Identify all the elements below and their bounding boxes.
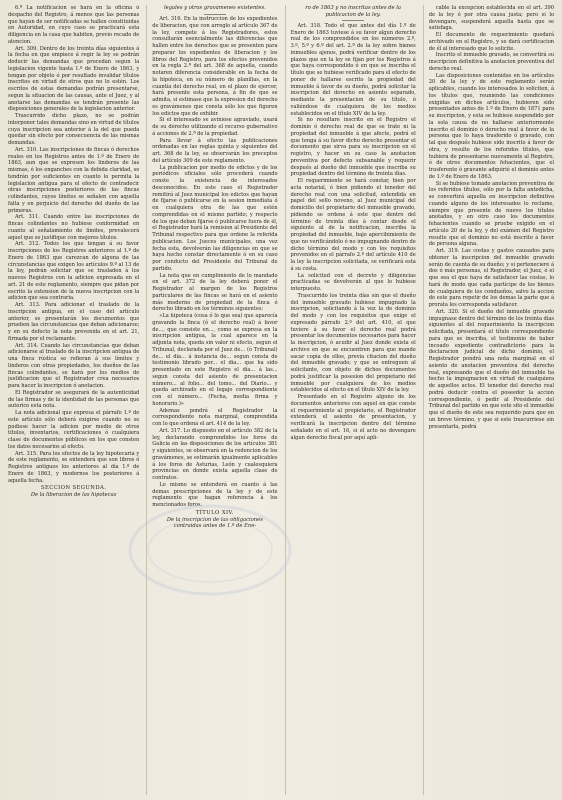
article-paragraph: La nota que en cumplimiento de lo mandado en el art. 372 de la ley deberá poner el Registrador al margen de los Registros particulares de las fincas se hará en el asiento más moderno de propiedad de la finca ó derecho librado en los términos siguientes: <box>152 272 278 313</box>
article-paragraph: Art. 315. Para los efectos de la ley hipotecaria y de este reglamento, se entenderá que son libros ó Registros antiguos los anteriores al día 1.º de Enero de 1863, y modernos los posteriores á aquella fecha. <box>8 450 140 484</box>
article-paragraph: Si el interesado se aviniese agraviado, usará de su derecho utilizando el recurso gubernativo á acciones de 2.ª de la propiedad. <box>152 117 278 137</box>
section-heading: TÍTULO XIV. <box>195 509 234 516</box>
article-paragraph: La publicacion por medio de edictos y de los periódicos oficiales sólo procederá cuando conste la existencia de interesados desconocidos. En este caso el Registrador remitirá al Juez municipal los edictos que hayan de fijarse ó publicarse en la sesion inmediata ó en cualquiera otra de las que estén comprendidas en el mismo partido; y respecto de los que deban fijarse ó publicarse fuera de él, el Registrador hará la remision al Presidente del Tribunal respectivo para que ordene la referida publicacion. Los Jueces municipales, una vez fecha esta, devolverán las diligencias en que se haya hecho constar directamente ó en su caso por conducto del Presidente del Tribunal de partido. <box>152 164 278 272</box>
article-paragraph: Presentado en el Registro alguno de los documentos anteriores con aquel en que conste el requerimiento al propietario, el Registrador extenderá el asiento de presentacion, y verificará la inscripcion dentro del término señalado en el art. 16, si el acto no devengare algun derecho fiscal por aquí apli- <box>290 394 416 441</box>
article-paragraph: cable la excepcion establecida en el art. 390 de la ley ó por otra causa justa; pero si lo devengare, suspenderá aquella hasta que se satisfaga. <box>428 5 554 32</box>
article-paragraph: El Registrador se asegurará de la autenticidad de las firmas y de la identidad de las personas que autorice esta nota. <box>8 389 140 410</box>
article-paragraph: Trascurrido dicho plazo, no se podrán interponer tales demandas sino en virtud de títulos cuya inscripcion sea anterior á la del que pueda quedar sin efecto por consecuencia de las mismas demandas. <box>8 113 140 146</box>
column-1 <box>8 5 139 795</box>
article-paragraph: Art. 317. Lo dispuesto en el artículo 382 de la ley, declarando comprendidos los foros de Galicia en las disposiciones de los artículos 381 y siguientes, se observará en la redencion de los gravámenes, se estimarán igualmente aplicables á los foros de Asturias, León y cualesquiera provincias en donde exista aquella clase de contratos. <box>152 427 278 482</box>
section-subheading: ro de 1863 y no inscritas antes de la publicacion de la ley. <box>305 5 401 18</box>
section-subheading: legales y otros gravámenes existentes. <box>163 5 266 11</box>
article-paragraph: Art. 311. Cuando entre las inscripciones de fincas colindantes no hubiese conformidad en cuanto al señalamiento de límites, prevalecerá aquel que se justifique con mejores títulos. <box>8 214 140 241</box>
column-3 <box>285 5 416 795</box>
article-paragraph: Art. 314. Cuando las circunstancias que deban adicionarse al traslado de la inscripcion antigua de una finca rústica se refieran á sus límites y linderos con otras propiedades, los dueños de las fincas colindantes, se hará por los medios de justificacion que el Registrador crea necesarios para hacer la inscripcion ó anotacion. <box>8 342 140 389</box>
article-paragraph: La solicitud con el decreto y diligencias practicadas se devolverán al que lo hubiese interpuesto. <box>290 272 416 293</box>
article-paragraph: Art. 320. Si el dueño del inmueble gravado impugnase dentro del término de los treinta días siguientes al del requerimiento la inscripcion solicitada, presentará el título correspondiente para que se inscriba, el testimonio de haber incoado expediente contradictorio para la declaracion judicial de dicho dominio, el Registrador pondrá una nota marginal en el asiento de anotacion preventiva del derecho real, expresando que el dueño del inmueble ha hecho la impugnacion en virtud de cualquiera de aquellos actos. El tenedor del derecho real podrá deducir contra el poseedor la accion correspondiente, ó pedir al Presidente del Tribunal del partido en que este sito el inmueble que el dueño de este sea requerido para que en un breve término, y que si este trascurriese sin presentarla, podrá <box>428 308 554 430</box>
article-paragraph: Inscrito el inmueble gravado, se convertirá su inscripcion definitiva la anotacion preventiva del derecho real. <box>428 52 554 72</box>
article-paragraph: Para llevar á efecto las publicaciones ordenadas en las reglas quinta y siguientes del art. 368 de la ley, se observarán los preceptos del artículo 309 de este reglamento. <box>152 137 278 164</box>
article-paragraph: Las disposiciones contenidas en los artículos 20 de la ley y de este reglamento serán aplicables, cuando los interesados lo soliciten, á los títulos que, reuniendo las condiciones exigidas en dichos artículos, hubieren sido presentados antes de 1.º de Enero de 1871 para su inscripcion, y esta se hubiese suspendido por la sola causa de no hallarse anteriormente inscrito el dominio ó derecho real á favor de la persona que lo haya trasferido ó gravado, con tal que después hubiese sido inscrito á favor de otra, y resulte de los referidos títulos, que hubiera de presentarse nuevamente al Registro, ó de otros documentos fehacientes, que el trasferente ó gravante adquirió el dominio antes de 1.º de Enero de 1863. <box>428 72 554 180</box>
text-columns <box>8 5 554 795</box>
article-paragraph: Art. 318. Todo el que antes del día 1.º de Enero de 1863 tuviese á su favor algun derecho real de los comprendidos en los números 2.º, 3.º, 5.º y 6.º del art. 2.º de la ley sobre bienes inmuebles ajenos, podrá verificar dentro de los plazos que en la ley se fijan por los Registros á que haya correspondido ó en que se inscriba el título que se hubiese verificado para el efecto de poner de hallarse escrito la propiedad del inmueble á favor de su dueño, podrá solicitar la inscripcion del derecho en asiento separado, mediante la presentacion de su título, ó valiéndose de cualquiera de los medios establecidos en el título XIV de la ley. <box>290 22 416 117</box>
column-4 <box>423 5 554 795</box>
article-paragraph: El requerimiento se hará constar, bien por acta notarial, ó bien pidiendo el tenedor del derecho real con una solicitud, extendida en papel del sello noveno, al Juez municipal del domicilio del propietario del inmueble gravado, pidiendo se ordene á este que dentro del término de treinta días á contar desde el siguiente al de la notificacion, inscriba la propiedad del inmueble, bajo apercibimiento de que no verificándolo ó no impugnando dentro de dicho término del modo y con los requisitos prevenidos en el párrafo 2.º del artículo 410 de la ley la inscripcion solicitada, se verificará esta á su costa. <box>290 178 416 272</box>
section-subheading: De la inscripcion de las obligaciones contraidas antes de 1.º de Ene- <box>166 516 263 530</box>
article-paragraph: Ademas pondrá el Registrador la correspondiente nota marginal, comprendida con lo que ordena el art. 414 de la ley. <box>152 407 278 428</box>
article-paragraph: Art. 310. Las inscripciones de fincas ó derechos reales en los Registros antes de 1.º de Enero de 1863, aun que se expresen los linderos de las mismas, ó los enganches con la debida claridad, se tendrán por suficientes en cuanto lo permita la legislacion antigua para el efecto de contradecir otras inscripciones posteriores de las fincas colindantes, cuyos límites se señalen con aquella falta y en perjuicio del derecho del dueño de las primeras. <box>8 146 140 214</box>
article-paragraph: 6.ª La notificacion se hará en la oficina ó despacho del Registro, á menos que las personas que hayan de ser notificadas se hallen constituidas en Autoridad, en cuyo caso se practicará esta diligencia en la casa que habiten, previo recado de atencion. <box>8 5 140 45</box>
section-subheading: De la liberacion de las hipotecas <box>30 492 117 499</box>
article-paragraph: Art. 309. Dentro de los treinta días siguientes á la fecha en que empiece á regir la ley se podrán deducir las demandas que procedan segun la legislacion vigente hasta 1.º de Enero de 1863, y tengan por objeto ó por resultado invalidar títulos inscritos en virtud de otros que no lo estén. Los escritos de estas demandas podrán presentarse, segun la situacion de las causas, ante el Juez, y al anotarse las demandas se tendrán presente las disposiciones generales de la legislacion anterior. <box>8 45 140 113</box>
article-paragraph: Lo mismo se entenderá en cuanto á las demas prescripciones de la ley y de este reglamento que hagan referencia á los mencionados foros. <box>152 481 278 509</box>
article-paragraph: Si no resultare inscrito en el Registro el dominio ó derecho real de que se trate ni la propiedad del inmueble á que afecte, podrá el que tenga á su favor dicho derecho presentar el documento que sirva para su inscripcion en el registro, y hacer en su caso la anotacion preventiva por defecto subsanable y requerir después al dueño del inmueble que inscriba su propiedad dentro del término de treinta días. <box>290 117 416 178</box>
article-paragraph: Art. 319. Las costas y gastos causados para obtener la inscripcion del inmueble gravado serán de cuenta de su dueño; y si perteneciere á dos ó más personas, el Registrador, el Juez, ó el que sea el que haya de satisfacer las costas, lo hará de modo que cada partícipe de los bienes de cualquiera de los condueños, salvo la accion de este para repetir de los demas la parte que á prorata les corresponda satisfacer. <box>428 248 554 308</box>
article-paragraph: Art. 316. En la instruccion de los expedientes de liberacion, que con arreglo al artículo 367 de la ley, compete á los Registradores, estos consultarán esencialmente las diferencias que hallen entre los derechos que se presenten para preparar los expedientes de liberacion y los libros del Registro, para los efectos prevenidos en la regla 2.ª del art. 368 de aquella, cuando notaren diferencia considerable en la fecha de la hipoteca, en su número de planillas, en la cuantía del derecho real, en el plazo de ejercer, hará presente esta persona, á fin de que se admita, si estimase que la expresion del derecho es gravámenes que consta sólo los que figuren los edictos que de exhibir. <box>152 16 278 117</box>
article-paragraph: El documento de requerimiento quedará archivado en el Registro, y se dará certificacion de él al interesado que lo solicite. <box>428 32 554 52</box>
article-paragraph: Trascurrido los treinta días sin que el dueño del inmueble gravado hubiese impugnado la inscripcion, solicitando á la vez la de dominio del modo y con los requisitos que exige el expresado párrafo 2.º del art. 410, el que tuviere á su favor el derecho real podrá presentar los documentos necesarios para hacer la inscripcion, ó acudir al Juez donde exista el archivo en que se encuentren para que mande sacar copia de ellos, previa citacion del dueño del inmueble gravado; y que se entreguen al solicitante, con objeto de dichos documentos podrá justificar la posesion del propietario del inmueble por cualquiera de los medios establecidos al efecto en el título XIV de la ley. <box>290 292 416 394</box>
article-paragraph: «La hipoteca (cosa ó lo que sea) que aparecía gravando la finca (ó el derecho real) á favor de..., que consiste en..., como se expresa en la inscripcion antigua, la cual aparece en la adjunta nota, queda sin valor ni efecto, segun el Tribunal, declarada por el Juez de... (ó Tribunal) de... el dia... á instancia de... segun consta de testimonio librado por... el dia... que ha sido presentado en este Registro el día... á las... segun consta del asiento de presentacion número... al folio... del tomo... del Diario... y queda archivado en el legajo correspondiente con el número... (Fecha, media firma y honorario.)» <box>152 313 278 407</box>
article-paragraph: La nota adicional que expresa el párrafo 1.º de este artículo sólo deberá exigirse cuando no se pudiese hacer la adicion por medio de otros títulos, inventarios, certificaciones ó cualquiera clase de documentos públicos en los que consten los datos necesarios al efecto. <box>8 410 140 450</box>
separator-rule <box>342 20 364 21</box>
section-heading: SECCION SEGUNDA. <box>40 485 107 492</box>
article-paragraph: Art. 312. Todos los que tengan á su favor inscripciones de los Registros anteriores al 1.º de Enero de 1863 que carezcan de alguna de las circunstancias que exigen los artículos 9.º al 13 de la ley, podrán solicitar que se trasladen á los nuevos Registros con la adicion expresada en el art. 21 de este reglamento, siempre que pidan por escrito la extension de la nueva inscripcion con la adicion que sea contraria. <box>8 241 140 302</box>
column-2 <box>146 5 277 795</box>
article-paragraph: Si se hubiese tomado anotacion preventiva de los referidos títulos, sólo por la falta antedicha, se convertirá aquella en inscripcion definitiva cuando alguno de los interesados lo reclame, siempre que presente de nuevo los títulos anotados, y en otro caso los documentos fehacientes cuando se pruebe exigido en el artículo 20 de la ley, y del exámen del Registro resulte que el dominio no está inscrito á favor de persona alguna. <box>428 180 554 248</box>
separator-rule <box>204 14 226 15</box>
article-paragraph: Art. 313. Para adicionar el traslado de la inscripcion antigua, en el caso del artículo anterior, se presentarán los documentos que prueben las circunstancias que deban adicionarse; y en su defecto la nota prevenida en el art. 21, firmada por el reclamante. <box>8 302 140 342</box>
